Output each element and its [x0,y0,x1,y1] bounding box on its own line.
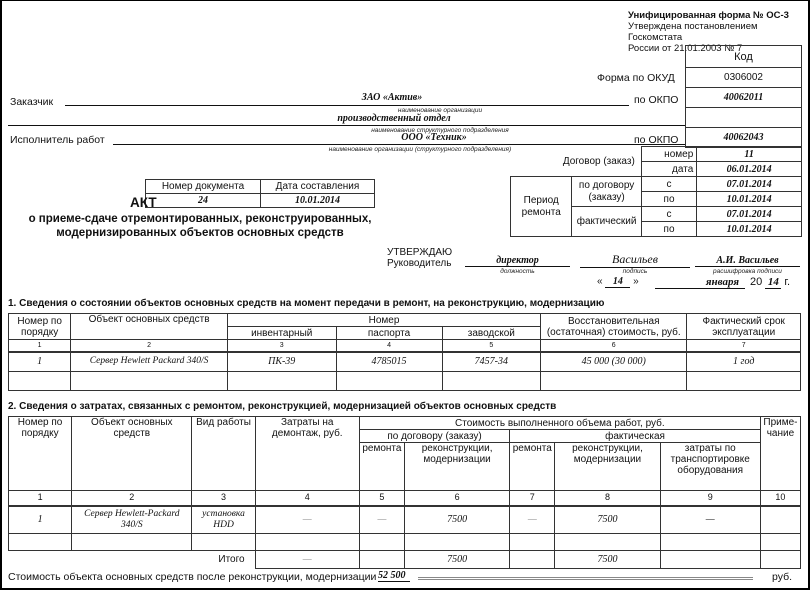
col-number: 6 [404,491,509,506]
total-repair-actual [510,551,555,569]
quote-open: « [597,276,603,287]
section2-title: 2. Сведения о затратах, связанных с ремонтом, реконструкцией, модернизацией объектов основных средств [8,401,557,412]
actual-label: фактический [572,207,641,237]
cell-passport: 4785015 [336,352,442,371]
customer-org-caption: наименование организации [397,107,483,114]
cell-reconstruction-contract: 7500 [404,506,509,534]
s1-column-numbers [9,340,801,353]
footer-value: 52 500 [378,570,410,582]
contract-number-value: 11 [697,147,802,162]
okud-value: 0306002 [686,68,802,88]
s2-header-cost-group: Стоимость выполненного объема работ, руб. [359,417,760,430]
month-field: января [655,276,745,289]
position-caption: должность [500,268,535,275]
s1-header-inventory: инвентарный [227,327,336,340]
s2-header-reconstruction-actual: реконструкции, модернизации [555,443,660,491]
contract-label: Договор (заказ) [511,147,642,177]
customer-org-name: ЗАО «Актив» [361,92,423,103]
code-header: Код [686,46,802,68]
customer-org-field [65,92,629,106]
contractor-org-caption: наименование организации (структурного подразделения) [328,146,512,153]
contractor-org-field [113,132,685,145]
customer-label: Заказчик [10,96,54,108]
col-number: 3 [192,491,255,506]
code-box [685,45,802,148]
customer-department-field [8,113,685,126]
s2-header-note: Приме-чание [760,417,800,491]
total-transport [660,551,760,569]
contract-from-value: 07.01.2014 [697,177,802,192]
total-reconstruction-contract: 7500 [404,551,509,569]
signature-caption: подпись [622,268,648,275]
cell-inventory: ПК-39 [227,352,336,371]
contract-from-label: с [641,177,696,192]
col-number: 2 [71,340,228,353]
head-label: Руководитель [387,258,452,269]
approval-block [387,247,452,269]
document-subtitle-2: модернизированных объектов основных средств [56,227,344,239]
contract-date-label: дата [641,162,696,177]
section1-table [8,313,801,391]
footer-unit: руб. [772,571,793,583]
actual-from-label: с [641,207,696,222]
col-number: 6 [541,340,687,353]
section1-title: 1. Сведения о состоянии объектов основных средств на момент передачи в ремонт, на реконструкцию, модернизацию [8,298,605,309]
s2-header-dismantle: Затраты на демонтаж, руб. [255,417,359,491]
contractor-label: Исполнитель работ [10,134,105,146]
col-number: 7 [510,491,555,506]
s1-header-serial: заводской [442,327,540,340]
col-number: 8 [555,491,660,506]
footer-fill-line [418,577,753,580]
s2-header-by-contract: по договору (заказу) [359,430,509,443]
col-number: 9 [660,491,760,506]
approved-line-2: России от 21.01.2003 № 7 [628,43,743,54]
cell-object: Сервер Hewlett Packard 340/S [71,352,228,371]
by-contract-label: по договору (заказу) [572,177,641,207]
col-number: 1 [9,491,72,506]
s1-header-cost: Восстановительная (остаточная) стоимость, руб. [541,314,687,340]
contractor-org-name: ООО «Техник» [401,132,467,143]
s2-column-numbers [9,491,801,506]
department-caption: наименование структурного подразделения [371,127,509,134]
empty-code-cell [686,108,802,128]
customer-okpo-label: по ОКПО [634,94,679,106]
year-prefix: 20 [750,276,763,288]
col-number: 4 [336,340,442,353]
approve-label: УТВЕРЖДАЮ [387,247,453,258]
document-subtitle-1: о приеме-сдаче отремонтированных, реконструированных, [28,213,372,225]
table-row [9,506,801,534]
s2-header-work-type: Вид работы [192,417,255,491]
cell-cost: 45 000 (30 000) [541,352,687,371]
contract-to-label: по [641,192,696,207]
doc-number-header: Номер документа [146,180,261,194]
s2-header-repair-contract: ремонта [359,443,404,491]
s2-header-object: Объект основных средств [72,417,192,491]
day-field: 14 [605,276,630,288]
okud-label: Форма по ОКУД [597,72,675,84]
contract-number-label: номер [641,147,696,162]
signature-field: Васильев [580,252,690,268]
s1-header-number-group: Номер [227,314,540,327]
col-number: 5 [359,491,404,506]
cell-repair-contract: — [359,506,404,534]
table-row-empty [9,371,801,390]
document-number-table [145,179,375,208]
total-reconstruction-actual: 7500 [555,551,660,569]
year-unit: г. [784,276,791,288]
s2-header-reconstruction-contract: реконструкции, модернизации [404,443,509,491]
section2-table [8,416,801,569]
s2-header-actual: фактическая [510,430,761,443]
name-field: А.И. Васильев [695,255,800,267]
footer-label: Стоимость объекта основных средств после реконструкции, модернизации [8,571,377,583]
s1-header-lifetime: Фактический срок эксплуатации [687,314,801,340]
total-repair-contract [359,551,404,569]
quote-close: » [633,276,639,287]
name-caption: расшифровка подписи [713,268,782,275]
approved-line-1: Утверждена постановлением Госкомстата [628,21,758,43]
actual-from-value: 07.01.2014 [697,207,802,222]
cell-dismantle: — [255,506,359,534]
approval-date [597,276,639,288]
cell-num: 1 [9,506,72,534]
cell-lifetime: 1 год [687,352,801,371]
customer-department: производственный отдел [337,113,451,124]
actual-to-label: по [641,222,696,237]
s1-header-num: Номер по порядку [9,314,71,340]
col-number: 1 [9,340,71,353]
total-note [760,551,800,569]
col-number: 3 [227,340,336,353]
customer-okpo-value: 40062011 [686,88,802,108]
contractor-okpo-value: 40062043 [686,128,802,148]
s1-header-passport: паспорта [336,327,442,340]
col-number: 4 [255,491,359,506]
contract-table [510,146,802,237]
table-row [9,352,801,371]
col-number: 7 [687,340,801,353]
s2-header-repair-actual: ремонта [510,443,555,491]
position-field: директор [465,255,570,267]
cell-repair-actual: — [510,506,555,534]
year-block [750,276,790,289]
s2-header-num: Номер по порядку [9,417,72,491]
total-row [9,551,801,569]
table-row-empty [9,534,801,551]
cell-reconstruction-actual: 7500 [555,506,660,534]
cell-note [760,506,800,534]
doc-date-value: 10.01.2014 [261,194,375,208]
col-number: 5 [442,340,540,353]
s2-header-transport: затраты по транспортировке оборудования [660,443,760,491]
col-number: 10 [760,491,800,506]
cell-serial: 7457-34 [442,352,540,371]
total-label: Итого [218,554,245,566]
total-dismantle: — [255,551,359,569]
document-title: АКТ [130,195,157,210]
cell-transport: — [660,506,760,534]
doc-date-header: Дата составления [261,180,375,194]
cell-work-type: установка HDD [192,506,255,534]
contract-to-value: 10.01.2014 [697,192,802,207]
contractor-okpo-label: по ОКПО [634,134,679,146]
col-number: 2 [72,491,192,506]
repair-period-label: Период ремонта [511,177,572,237]
actual-to-value: 10.01.2014 [697,222,802,237]
cell-num: 1 [9,352,71,371]
s1-header-object: Объект основных средств [71,314,228,340]
year-field: 14 [765,276,781,289]
form-title: Унифицированная форма № ОС-3 [628,10,789,21]
cell-object: Сервер Hewlett-Packard 340/S [72,506,192,534]
doc-number-value: 24 [146,194,261,208]
contract-date-value: 06.01.2014 [697,162,802,177]
